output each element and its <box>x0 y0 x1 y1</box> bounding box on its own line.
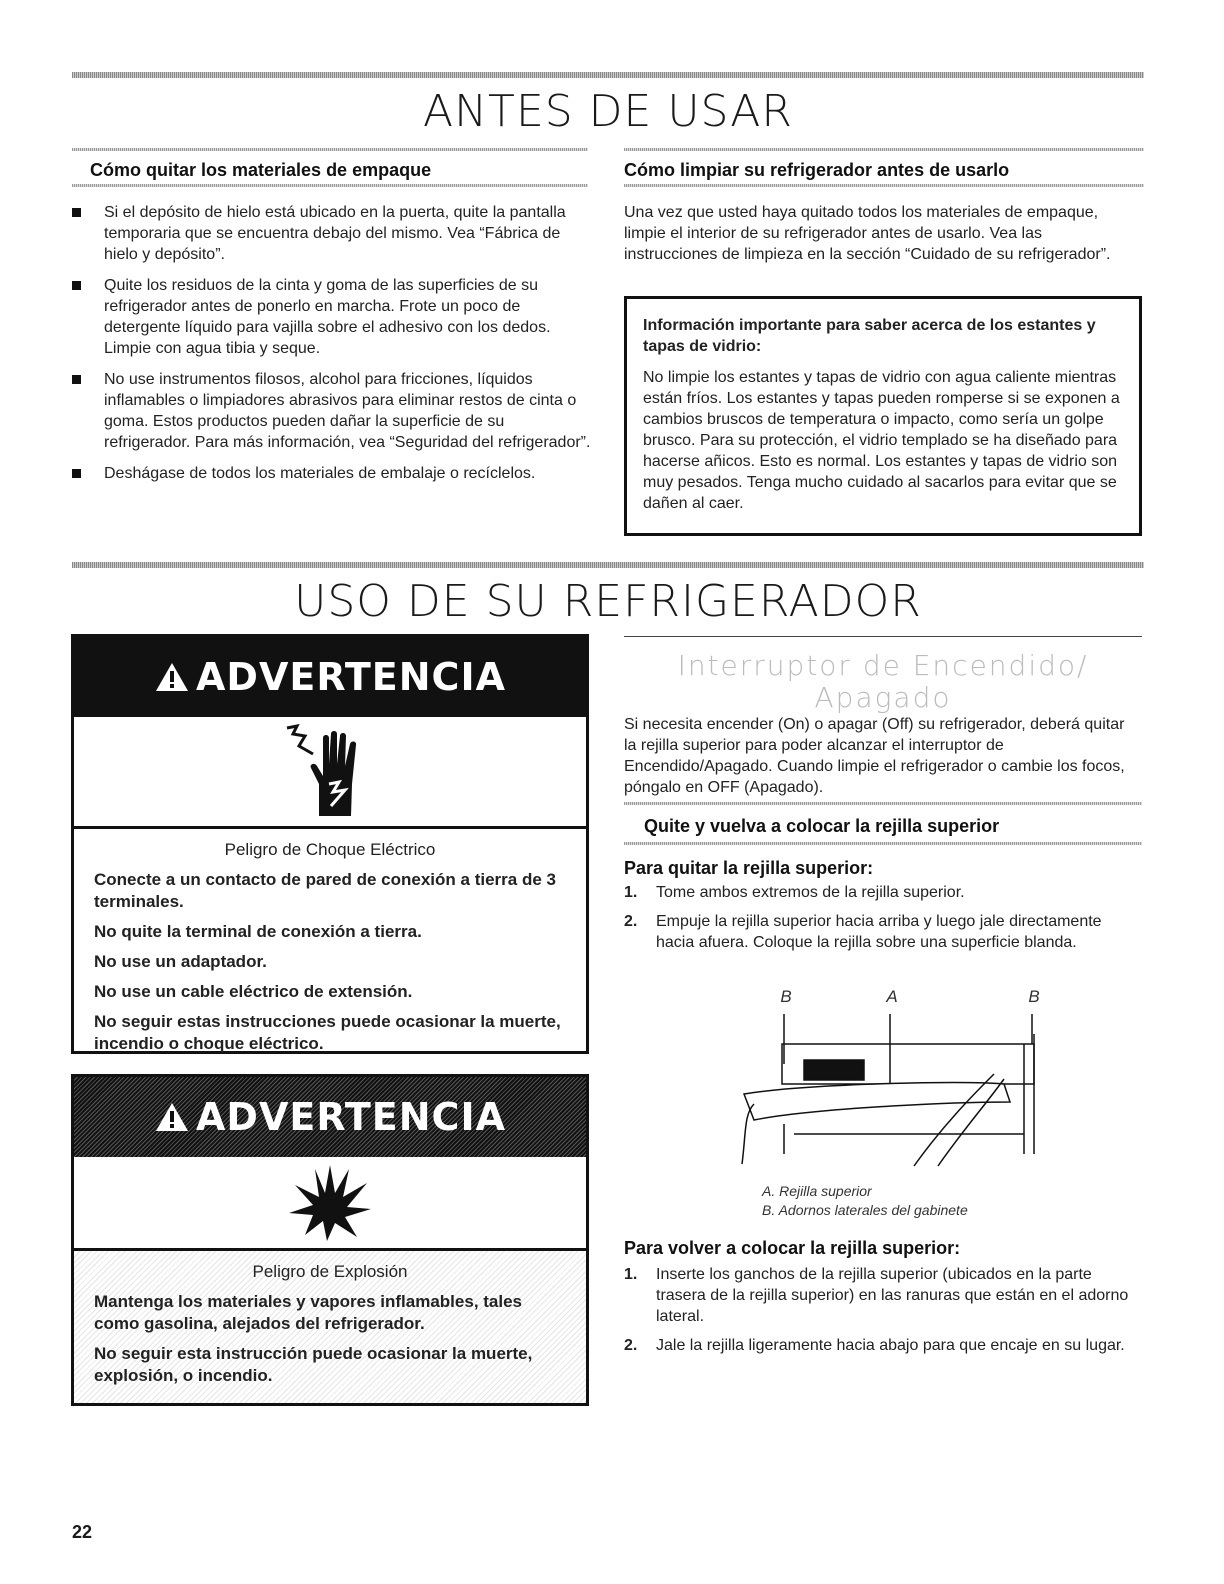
packaging-heading: Cómo quitar los materiales de empaque <box>90 160 432 180</box>
grille-removal-illustration <box>724 984 1054 1174</box>
switch-text: Si necesita encender (On) o apagar (Off) su refrigerador, deberá quitar la rejilla superior para poder alcanzar el interruptor de Encendido/Apagado. Cuando limpie el refrigerador o cambie los focos, póngalo en OFF (Apagado). <box>624 716 1125 796</box>
warning-triangle-icon <box>154 661 190 693</box>
bullet-square <box>72 208 81 217</box>
switch-heading: Interruptor de Encendido/ Apagado <box>677 649 1089 714</box>
explosion-icon <box>287 1163 373 1243</box>
list-item: 2. Empuje la rejilla superior hacia arriba y luego jale directamente hacia afuera. Coloque la rejilla sobre una superficie blanda. <box>624 913 1102 951</box>
warning-explosion <box>71 1074 589 1406</box>
warning-body <box>74 1251 586 1407</box>
info-box-title: Información importante para saber acerca de los estantes y tapas de vidrio: <box>643 317 1096 355</box>
replace-heading: Para volver a colocar la rejilla superior: <box>624 1238 961 1258</box>
replace-steps <box>624 1264 1140 1364</box>
list-item: 2. Jale la rejilla ligeramente hacia abajo para que encaje en su lugar. <box>624 1337 1125 1354</box>
top-rule <box>72 72 1144 78</box>
electric-shock-hand-icon <box>285 724 375 820</box>
left-subhead-rule-bottom <box>72 184 588 187</box>
list-item: Si el depósito de hielo está ubicado en la puerta, quite la pantalla temporaria que se encuentra debajo del mismo. Vea “Fábrica de hielo y depósito”. <box>72 202 592 265</box>
figure-label-b-left: B <box>780 987 792 1006</box>
warning-line: No seguir estas instrucciones puede ocasionar la muerte, incendio o choque eléctrico. <box>94 1012 561 1053</box>
bullet-square <box>72 281 81 290</box>
right-subhead-rule-top <box>624 148 1144 151</box>
remove-heading: Para quitar la rejilla superior: <box>624 858 874 878</box>
bullet-square <box>72 375 81 384</box>
list-item: No use instrumentos filosos, alcohol para fricciones, líquidos inflamables o limpiadores abrasivos para eliminar restos de cinta o goma. Estos productos pueden dañar la superficie de su refrigerador. Para más información, vea “Seguridad del refrigerador”. <box>72 369 592 453</box>
section-title-antes: ANTES DE USAR <box>423 86 793 137</box>
warning-body <box>74 829 586 1075</box>
warning-line: Conecte a un contacto de pared de conexión a tierra de 3 terminales. <box>94 870 556 911</box>
figure-caption: A. Rejilla superior B. Adornos laterales del gabinete <box>762 1183 968 1218</box>
warning-line: Mantenga los materiales y vapores inflamables, tales como gasolina, alejados del refrigerador. <box>94 1292 523 1333</box>
warning-line: No use un cable eléctrico de extensión. <box>94 982 413 1001</box>
warning-icon-area <box>74 717 586 829</box>
bullet-square <box>72 469 81 478</box>
section-title-uso: USO DE SU REFRIGERADOR <box>294 576 922 627</box>
grille-rule-top <box>624 802 1142 805</box>
figure-label-a: A <box>886 987 898 1006</box>
cleaning-text: Una vez que usted haya quitado todos los materiales de empaque, limpie el interior de su refrigerador antes de usarlo. Vea las instrucciones de limpieza en la sección “Cuidado de su refrigerador”. <box>624 204 1111 263</box>
right-subhead-rule-bottom <box>624 184 1144 187</box>
warning-icon-area <box>74 1157 586 1251</box>
grille-heading: Quite y vuelva a colocar la rejilla superior <box>644 816 1000 836</box>
grille-figure <box>724 984 1054 1174</box>
warning-electric-shock <box>71 634 589 1054</box>
warning-line: No seguir esta instrucción puede ocasionar la muerte, explosión, o incendio. <box>94 1344 533 1385</box>
packaging-bullets <box>72 202 592 494</box>
list-item: 1. Inserte los ganchos de la rejilla superior (ubicados en la parte trasera de la rejilla superior) en las ranuras que están en el adorno lateral. <box>624 1266 1129 1325</box>
cleaning-heading: Cómo limpiar su refrigerador antes de usarlo <box>624 160 1010 180</box>
remove-steps <box>624 882 1124 961</box>
page-number: 22 <box>72 1522 93 1542</box>
info-box-text: No limpie los estantes y tapas de vidrio con agua caliente mientras están fríos. Los estantes y tapas pueden romperse si se exponen a cambios bruscos de temperatura o impacto, como sería un golpe brusco. Para su protección, el vidrio templado se ha diseñado para hacerse añicos. Esto es normal. Los estantes y tapas de vidrio son muy pesados. Tenga mucho cuidado al sacarlos para evitar que se dañen al caer. <box>643 369 1120 512</box>
list-item: Deshágase de todos los materiales de embalaje o recíclelos. <box>72 463 592 484</box>
list-item: 1. Tome ambos extremos de la rejilla superior. <box>624 884 965 901</box>
left-subhead-rule-top <box>72 148 588 151</box>
switch-rule <box>624 636 1142 637</box>
grille-rule-bottom <box>624 842 1142 845</box>
warning-header: ADVERTENCIA <box>74 1077 586 1157</box>
hazard-title: Peligro de Choque Eléctrico <box>224 840 436 859</box>
warning-line: No use un adaptador. <box>94 952 267 971</box>
warning-line: No quite la terminal de conexión a tierra. <box>94 922 422 941</box>
figure-label-b-right: B <box>1028 987 1040 1006</box>
warning-header: ADVERTENCIA <box>74 637 586 717</box>
glass-shelves-info-box <box>624 296 1142 536</box>
middle-rule <box>72 562 1144 568</box>
warning-triangle-icon <box>154 1101 190 1133</box>
hazard-title: Peligro de Explosión <box>252 1262 408 1281</box>
list-item: Quite los residuos de la cinta y goma de las superficies de su refrigerador antes de ponerlo en marcha. Frote un poco de detergente líquido para vajilla sobre el adhesivo con los dedos. Limpie con agua tibia y seque. <box>72 275 592 359</box>
